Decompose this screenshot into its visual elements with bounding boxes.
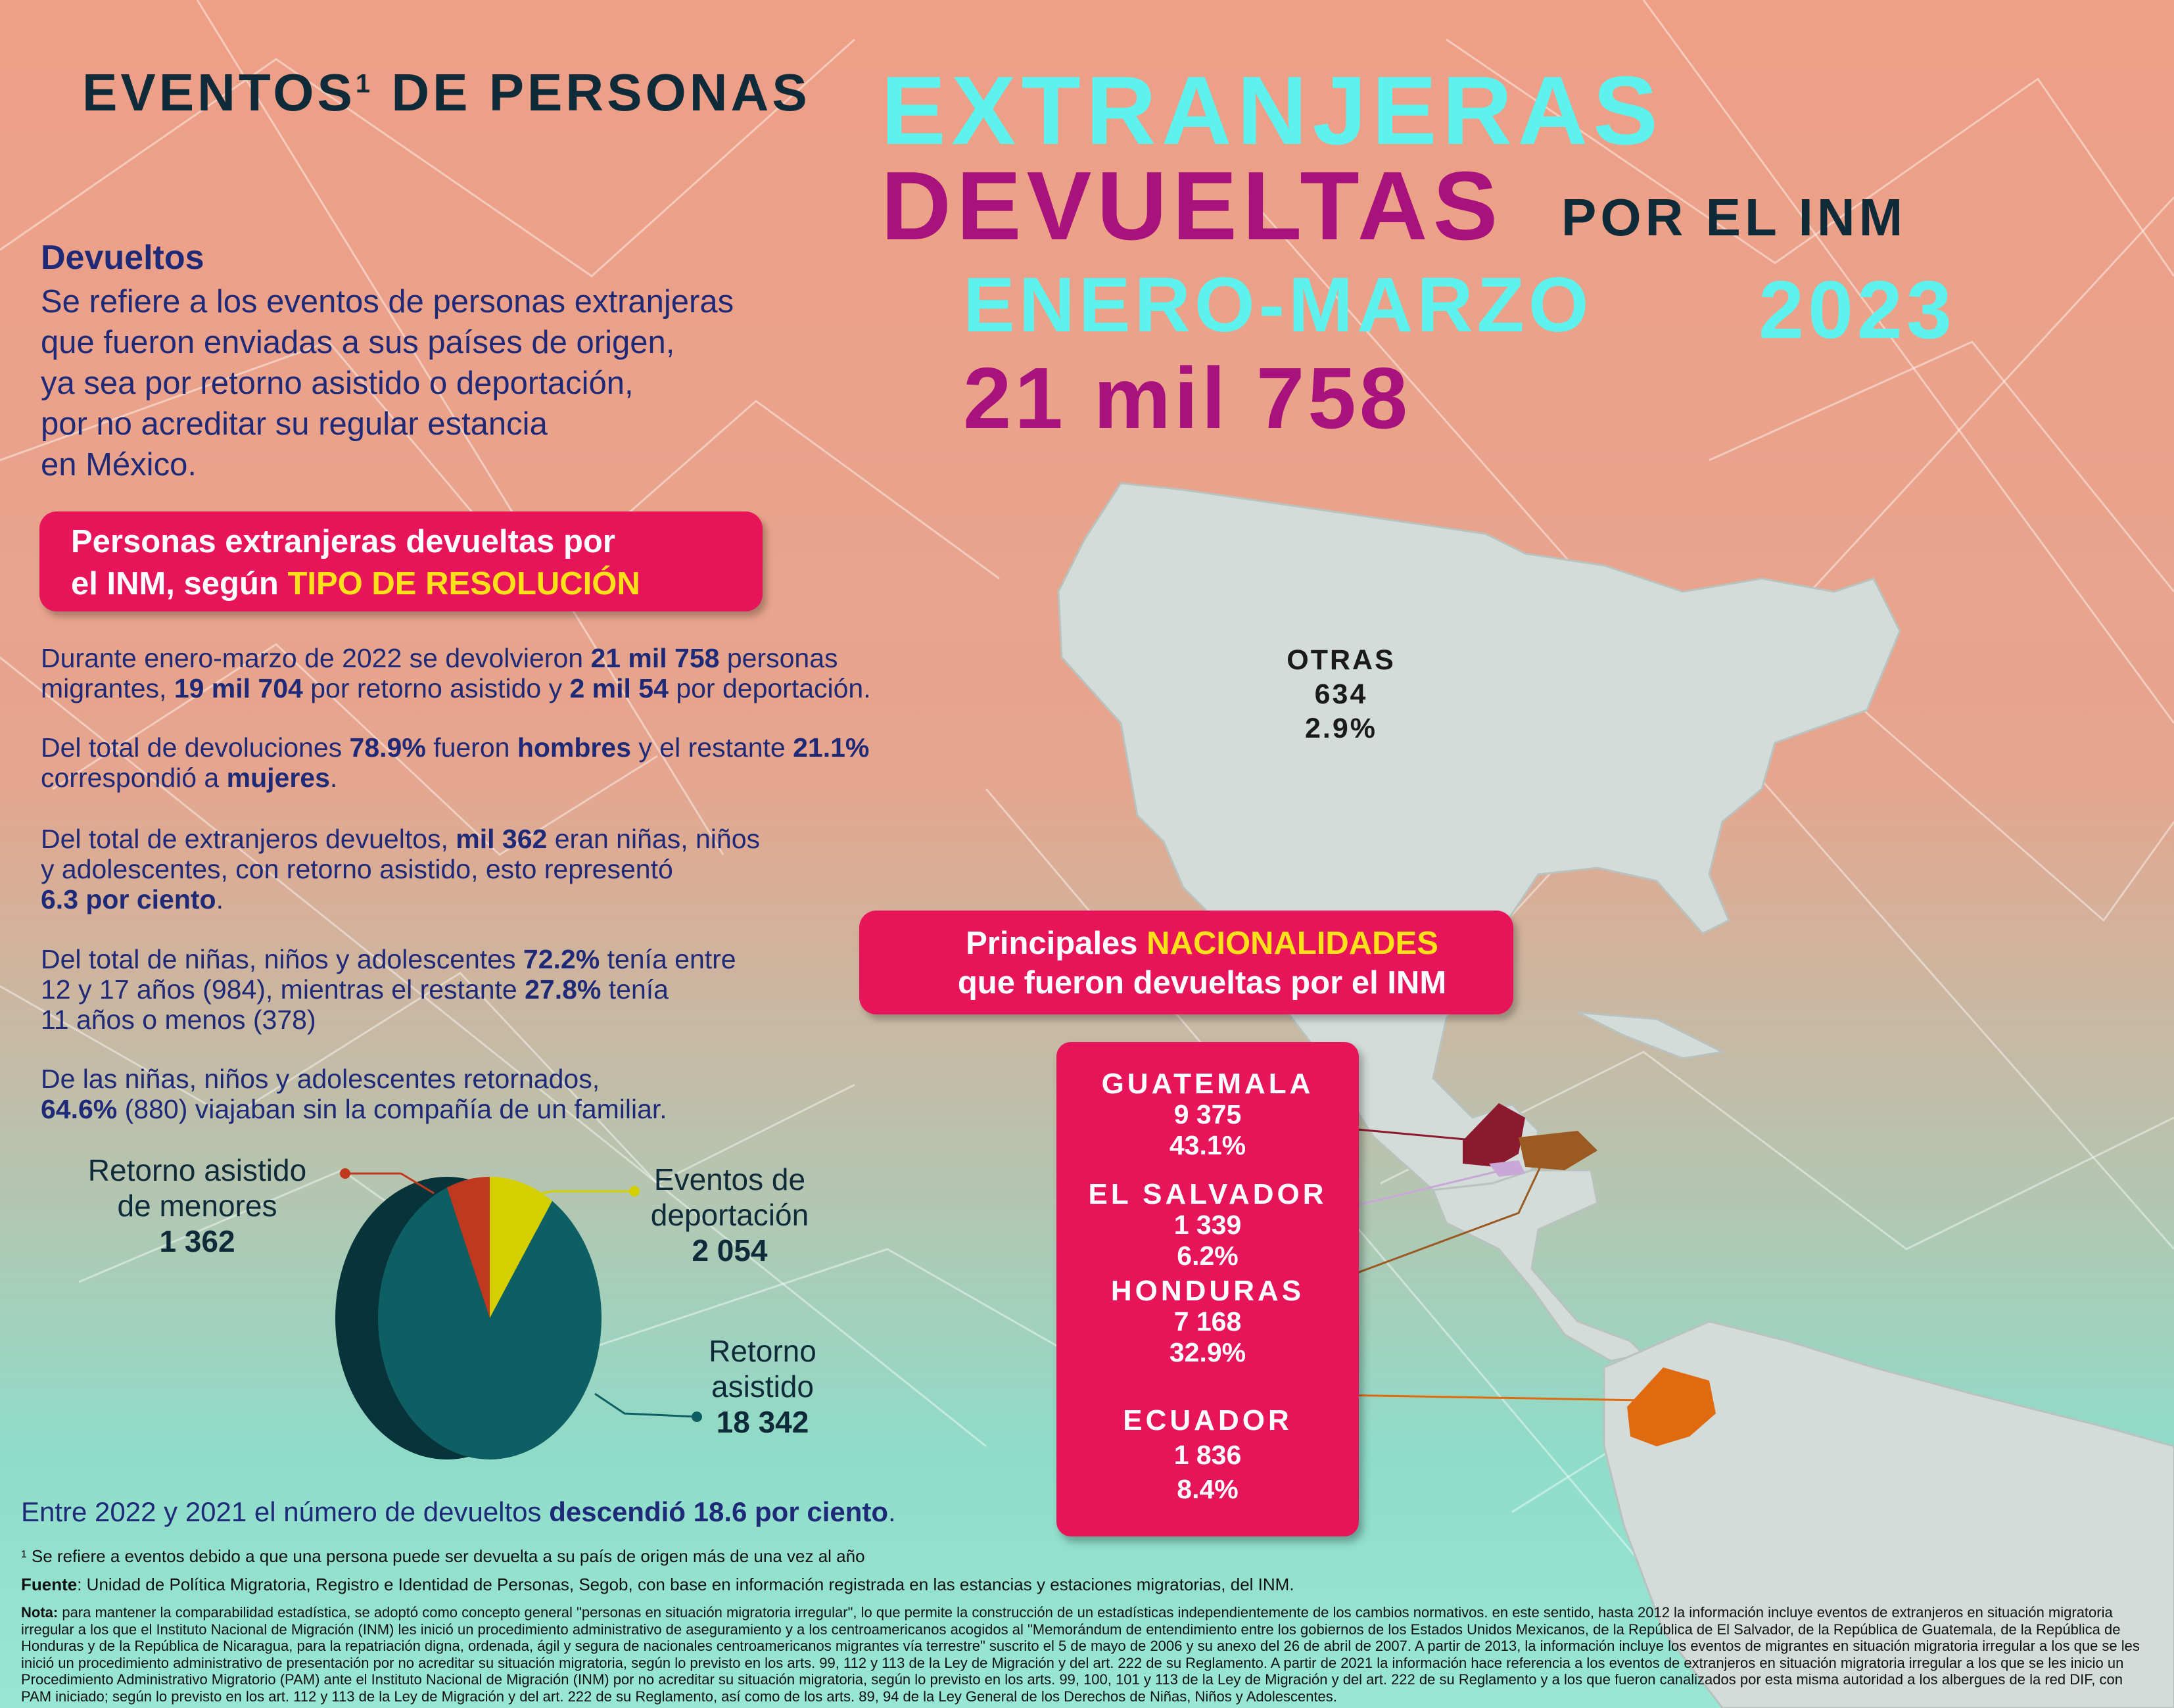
paragraph-minors: Del total de extranjeros devueltos, mil 362 eran niñas, niños y adolescentes, con retorno asistido, esto representó 6.3 por ciento. <box>41 824 760 914</box>
headline-periodo: ENERO-MARZO <box>963 262 1593 348</box>
headline-por-el-inm: POR EL INM <box>1561 188 1907 247</box>
nationalities-box <box>1056 1042 1359 1536</box>
headline-total: 21 mil 758 <box>963 350 1411 446</box>
nationalities-banner-line1: Principales NACIONALIDADES <box>966 926 1438 961</box>
nationality-el-salvador: EL SALVADOR 1 339 6.2% <box>1088 1178 1327 1271</box>
headline-devueltas: DEVUELTAS <box>881 152 1503 260</box>
country-highlights <box>1463 1103 1716 1446</box>
definition-line: que fueron enviadas a sus países de origen, <box>41 325 675 360</box>
methodology-note: Nota: para mantener la comparabilidad estadística, se adoptó como concepto general "personas en situación migratoria irregular", lo que permite la construcción de un estadísticas independientemente de los cambios normativos. en este sentido, hasta 2012 la información incluye eventos de extranjeros en situación migratoria irregular a los que el Instituto Nacional de Migración (INM) les inició un procedimiento administrativo de aseguramiento y a los centroamericanos acogidos al "Memorándum de entendimiento entre los gobiernos de los Estados Unidos Mexicanos, de la República de El Salvador, de la República de Guatemala, de la República de Honduras y de la República de Nicaragua, para la repatriación digna, ordenada, ágil y segura de nacionales centroamericanos migrantes vía terrestre" suscrito el 5 de mayo de 2006 y su anexo del 26 de abril de 2007. A partir de 2013, la información incluye los eventos de migrantes en situación migratoria irregular a los que se les inició un procedimiento administrativo de presentación por no acreditar su situación migratoria, según lo previsto en los arts. 99, 112 y 113 de la Ley de Migración y del art. 222 de su Reglamento. A partir de 2021 la información hace referencia a los eventos de extranjeros en situación migratoria irregular a los que se les inicio un Procedimiento Administrativo Migratorio (PAM) ante el Instituto Nacional de Migración (INM) por no acreditar su situación migratoria, según lo previsto en los arts. 99, 100, 101 y 113 de la Ley de Migración y del art. 222 de su Reglamento y a los que fueron canalizados por esta misma autoridad a los albergues de la red DIF, con PAM iniciado; según lo previsto en los art. 112 y 113 de la Ley de Migración y del art. 222 de su Reglamento, así como de los arts. 89, 94 de la Ley General de los Derechos de Niñas, Niños y Adolescentes. <box>21 1604 2140 1705</box>
honduras-shape <box>1519 1131 1597 1170</box>
definition-title: Devueltos <box>41 239 204 277</box>
resolution-banner-line2: el INM, según TIPO DE RESOLUCIÓN <box>71 566 640 602</box>
nationalities-banner <box>859 911 1513 1014</box>
paragraph-unaccompanied: De las niñas, niños y adolescentes retornados, 64.6% (880) viajaban sin la compañía de un familiar. <box>41 1064 667 1124</box>
otras-label: OTRAS 634 2.9% <box>1287 644 1396 744</box>
headline-anio: 2023 <box>1759 265 1956 356</box>
nationality-ecuador: ECUADOR 1 836 8.4% <box>1123 1404 1292 1504</box>
trend-statement: Entre 2022 y 2021 el número de devueltos descendió 18.6 por ciento. <box>21 1496 896 1527</box>
paragraph-totals: Durante enero-marzo de 2022 se devolvieron 21 mil 758 personas migrantes, 19 mil 704 por retorno asistido y 2 mil 54 por deportación. <box>41 643 871 703</box>
pie-label-deportacion: Eventos de deportación 2 054 <box>650 1162 809 1268</box>
definition-line: en México. <box>41 447 197 483</box>
headline-eventos: EVENTOS$^1$ DE PERSONAS <box>82 63 811 122</box>
resolution-banner-line1: Personas extranjeras devueltas por <box>71 524 615 559</box>
paragraph-gender: Del total de devoluciones 78.9% fueron hombres y el restante 21.1% correspondió a mujeres. <box>41 732 870 793</box>
definition-line: Se refiere a los eventos de personas extranjeras <box>41 284 734 320</box>
pie-slices <box>378 1177 602 1459</box>
definition-body <box>41 281 922 485</box>
source-note: Fuente: Unidad de Política Migratoria, Registro e Identidad de Personas, Segob, con base en información registrada en las estancias y estaciones migratorias, del INM. <box>21 1575 1294 1594</box>
nationalities-banner-line2: que fueron devueltas por el INM <box>957 965 1447 1001</box>
nationality-guatemala: GUATEMALA 9 375 43.1% <box>1101 1068 1314 1160</box>
definition-line: ya sea por retorno asistido o deportación, <box>41 366 634 401</box>
footnote-1: ¹ Se refiere a eventos debido a que una persona puede ser devuelta a su país de origen más de una vez al año <box>21 1546 865 1566</box>
nationality-honduras: HONDURAS 7 168 32.9% <box>1110 1275 1305 1367</box>
resolution-type-banner <box>39 511 763 611</box>
definition-line: por no acreditar su regular estancia <box>41 406 548 442</box>
pie-label-menores: Retorno asistido de menores 1 362 <box>87 1153 307 1258</box>
central-america-land <box>1433 1170 1643 1361</box>
paragraph-ages: Del total de niñas, niños y adolescentes 72.2% tenía entre 12 y 17 años (984), mientras el restante 27.8% tenía 11 años o menos (378) <box>41 944 736 1035</box>
pie-chart <box>316 1164 644 1473</box>
pie-label-asistido: Retorno asistido 18 342 <box>709 1334 816 1439</box>
cuba-land <box>1578 1012 1722 1058</box>
headline-extranjeras: EXTRANJERAS <box>881 57 1663 165</box>
